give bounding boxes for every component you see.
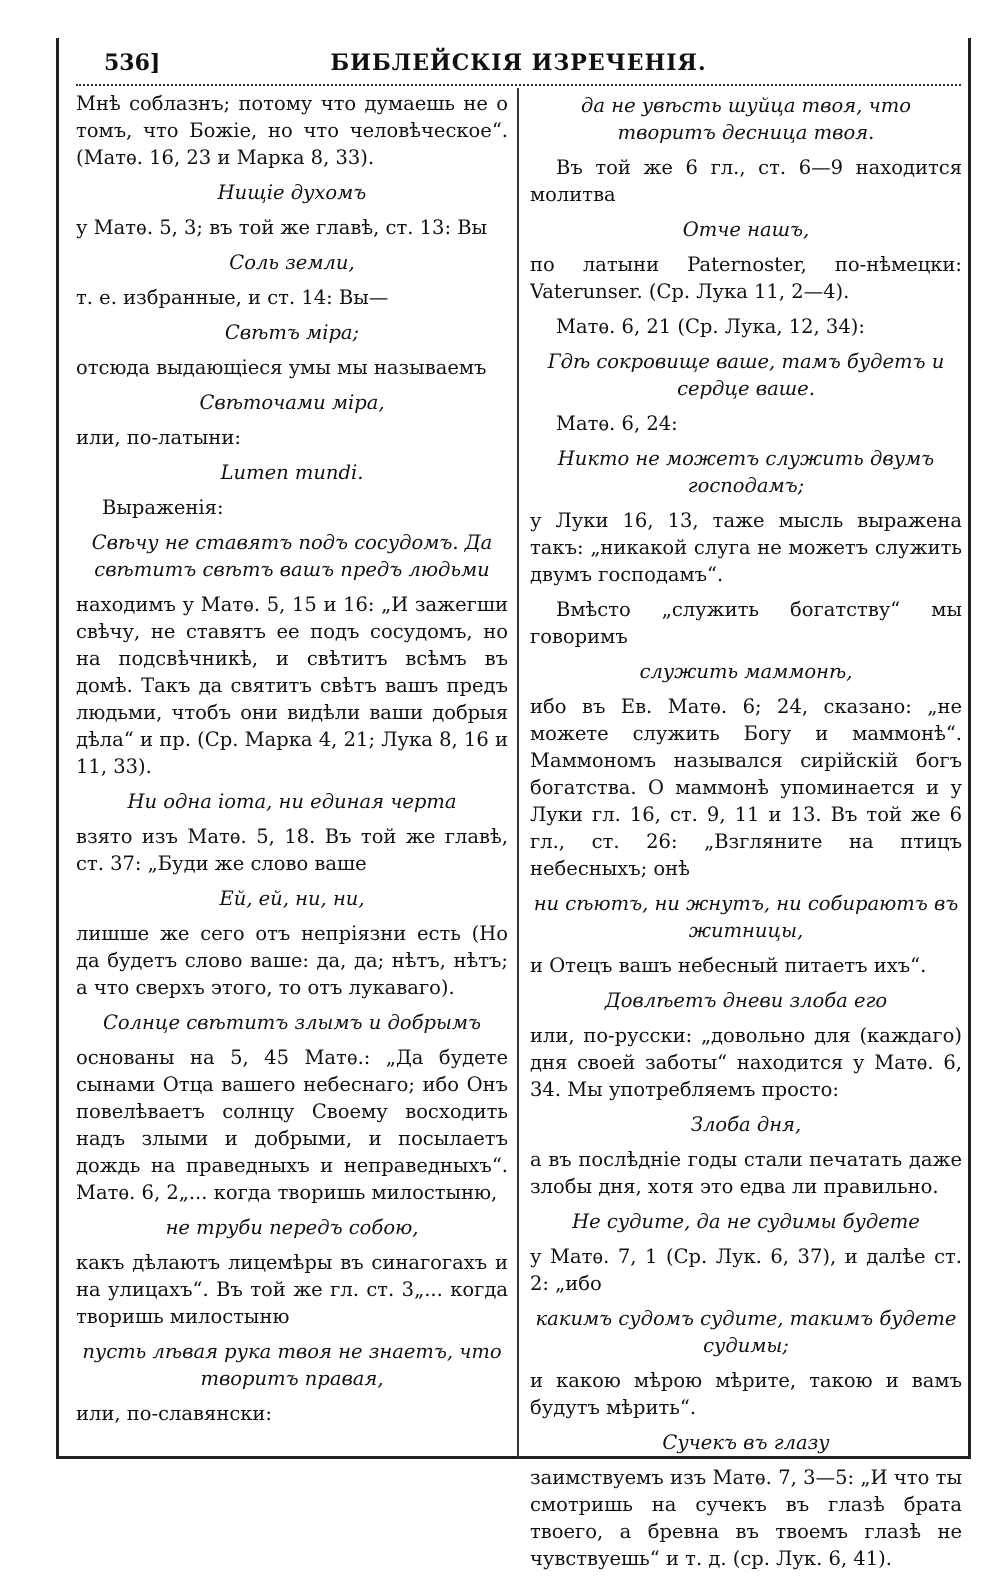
body-paragraph: Матѳ. 6, 21 (Ср. Лука, 12, 34): bbox=[556, 315, 865, 338]
quote-heading: Злоба дня, bbox=[690, 1113, 802, 1136]
body-paragraph: Вмѣсто „служить богатству“ мы говоримъ bbox=[530, 598, 962, 648]
body-paragraph: Мнѣ соблазнъ; потому что думаешь не о томъ, что Божіе, но что человѣческое“. (Матѳ. 16, 23 и Марка 8, 33). bbox=[76, 92, 508, 169]
body-paragraph: у Матѳ. 5, 3; въ той же главѣ, ст. 13: Вы bbox=[76, 216, 488, 239]
body-paragraph: Матѳ. 6, 24: bbox=[556, 412, 678, 435]
quote-heading: Довлѣетъ дневи злоба его bbox=[604, 989, 888, 1012]
body-paragraph: т. е. избранные, и ст. 14: Вы— bbox=[76, 286, 389, 309]
body-paragraph: лишше же сего отъ непріязни есть (Но да будетъ слово ваше: да, да; нѣтъ, нѣтъ; а что сверхъ этого, то отъ лукаваго). bbox=[76, 922, 508, 999]
body-paragraph: у Матѳ. 7, 1 (Ср. Лук. 6, 37), и далѣе ст. 2: „ибо bbox=[530, 1245, 962, 1295]
column-divider bbox=[517, 88, 519, 1458]
body-paragraph: заимствуемъ изъ Матѳ. 7, 3—5: „И что ты смотришь на сучекъ въ глазѣ брата твоего, а бревна въ твоемъ глазѣ не чувствуешь“ и т. д. (ср. Лук. 6, 41). bbox=[530, 1466, 962, 1570]
quote-heading: Свѣтъ міра; bbox=[224, 321, 360, 344]
quote-heading: ни сѣютъ, ни жнутъ, ни собираютъ въ житницы, bbox=[533, 892, 959, 942]
left-column bbox=[76, 90, 508, 1435]
body-paragraph: у Луки 16, 13, таже мысль выражена такъ: „никакой слуга не можетъ служить двумъ господамъ“. bbox=[530, 509, 962, 586]
body-paragraph: и Отецъ вашъ небесный питаетъ ихъ“. bbox=[530, 954, 927, 977]
page-frame-left bbox=[56, 38, 59, 1458]
body-paragraph: а въ послѣдніе годы стали печатать даже злобы дня, хотя это едва ли правильно. bbox=[530, 1148, 962, 1198]
page-number: 536] bbox=[104, 50, 161, 76]
quote-heading: Солнце свѣтитъ злымъ и добрымъ bbox=[102, 1011, 482, 1034]
quote-heading: Гдѣ сокровище ваше, тамъ будетъ и сердце ваше. bbox=[547, 350, 945, 400]
quote-heading: Сучекъ въ глазу bbox=[662, 1431, 830, 1454]
body-paragraph: основаны на 5, 45 Матѳ.: „Да будете сынами Отца вашего небеснаго; ибо Онъ повелѣваетъ солнцу Своему восходить надъ злыми и добрыми, и посылаетъ дождь на праведныхъ и неправедныхъ“. Матѳ. 6, 2„... когда творишь милостыню, bbox=[76, 1046, 508, 1204]
quote-heading: Свѣточами міра, bbox=[199, 391, 385, 414]
body-paragraph: или, по-русски: „довольно для (каждаго) дня своей заботы“ находится у Матѳ. 6, 34. Мы употребляемъ просто: bbox=[530, 1024, 962, 1101]
quote-heading: служить маммонѣ, bbox=[639, 660, 853, 683]
page-header bbox=[76, 44, 961, 80]
body-paragraph: Выраженія: bbox=[102, 496, 224, 519]
quote-heading: Не судите, да не судимы будете bbox=[572, 1210, 920, 1233]
body-paragraph: взято изъ Матѳ. 5, 18. Въ той же главѣ, ст. 37: „Буди же слово ваше bbox=[76, 825, 508, 875]
quote-heading: да не увѣсть шуйца твоя, что творитъ десница твоя. bbox=[581, 94, 911, 144]
quote-heading: Нищіе духомъ bbox=[217, 181, 367, 204]
header-rule bbox=[76, 84, 961, 86]
quote-heading: Соль земли, bbox=[229, 251, 355, 274]
quote-heading: Ни одна іота, ни единая черта bbox=[127, 790, 457, 813]
body-paragraph: находимъ у Матѳ. 5, 15 и 16: „И зажегши свѣчу, не ставятъ ее подъ сосудомъ, но на подсвѣчникѣ, и свѣтитъ всѣмъ въ домѣ. Такъ да святитъ свѣтъ вашъ предъ людьми, чтобъ они видѣли ваши добрыя дѣла“ и пр. (Ср. Марка 4, 21; Лука 8, 16 и 11, 33). bbox=[76, 593, 508, 778]
body-paragraph: или, по-латыни: bbox=[76, 426, 241, 449]
quote-heading: Никто не можетъ служить двумъ господамъ; bbox=[557, 447, 935, 497]
page-frame-right bbox=[968, 38, 971, 1458]
right-column bbox=[530, 90, 962, 1580]
quote-heading: пусть лѣвая рука твоя не знаетъ, что творитъ правая, bbox=[82, 1340, 502, 1390]
body-paragraph: отсюда выдающіеся умы мы называемъ bbox=[76, 356, 487, 379]
body-paragraph: по латыни Paternoster, по-нѣмецки: Vaterunser. (Ср. Лука 11, 2—4). bbox=[530, 253, 962, 303]
quote-heading: какимъ судомъ судите, такимъ будете судимы; bbox=[535, 1307, 957, 1357]
quote-heading: Отче нашъ, bbox=[682, 218, 810, 241]
quote-heading: Lumen mundi. bbox=[220, 461, 364, 484]
quote-heading: не труби передъ собою, bbox=[165, 1216, 419, 1239]
quote-heading: Ей, ей, ни, ни, bbox=[219, 887, 365, 910]
quote-heading: Свѣчу не ставятъ подъ сосудомъ. Да свѣтитъ свѣтъ вашъ предъ людьми bbox=[91, 531, 493, 581]
body-paragraph: какъ дѣлаютъ лицемѣры въ синагогахъ и на улицахъ“. Въ той же гл. ст. 3„... когда творишь милостыню bbox=[76, 1251, 508, 1328]
body-paragraph: Въ той же 6 гл., ст. 6—9 находится молитва bbox=[530, 156, 962, 206]
body-paragraph: и какою мѣрою мѣрите, такою и вамъ будутъ мѣрить“. bbox=[530, 1369, 962, 1419]
body-paragraph: ибо въ Ев. Матѳ. 6; 24, сказано: „не можете служить Богу и маммонѣ“. Маммономъ назывался сирійскій богъ богатства. О маммонѣ упоминается и у Луки гл. 16, ст. 9, 11 и 13. Въ той же 6 гл., ст. 26: „Взгляните на птицъ небесныхъ; онѣ bbox=[530, 695, 962, 880]
body-paragraph: или, по-славянски: bbox=[76, 1402, 272, 1425]
page-title: БИБЛЕЙСКІЯ ИЗРЕЧЕНІЯ. bbox=[330, 50, 707, 76]
page bbox=[56, 38, 971, 1570]
